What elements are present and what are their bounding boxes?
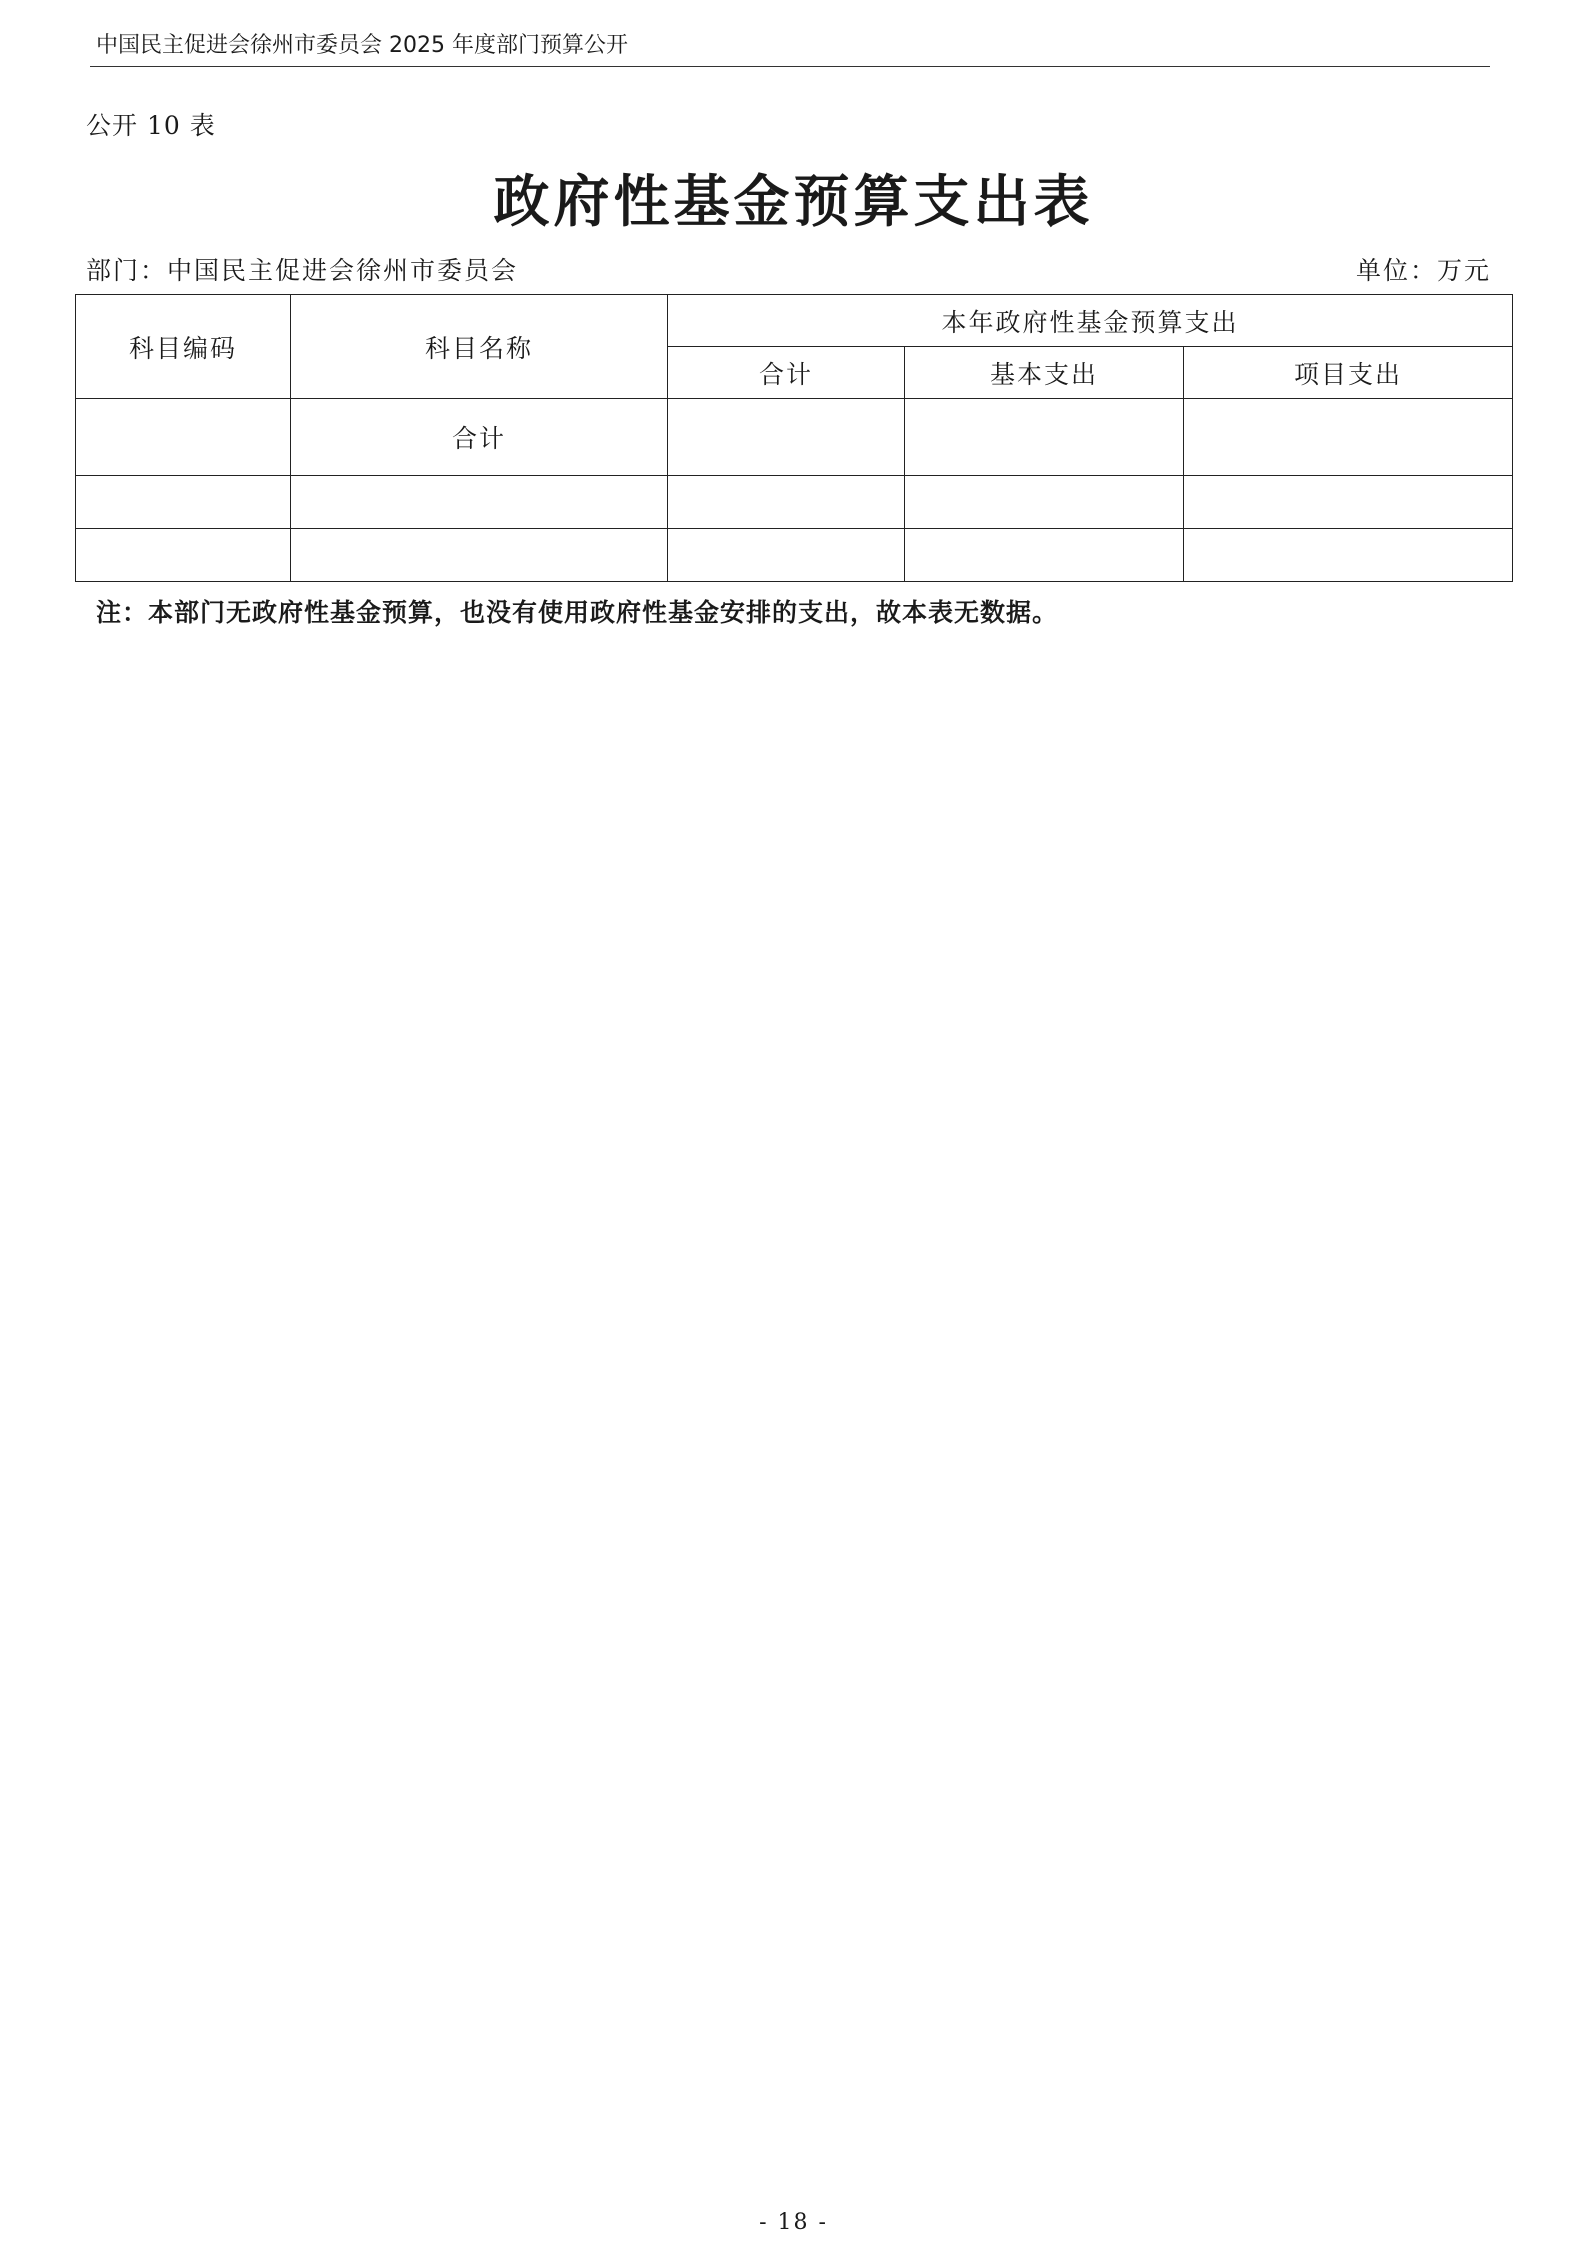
table-note: 注：本部门无政府性基金预算，也没有使用政府性基金安排的支出，故本表无数据。 bbox=[96, 598, 1059, 627]
page-number: - 18 - bbox=[759, 2210, 828, 2235]
cell-project bbox=[1184, 529, 1513, 582]
header-subject-name: 科目名称 bbox=[291, 295, 668, 399]
table-row bbox=[76, 529, 1513, 582]
cell-code bbox=[76, 476, 291, 529]
header-fund-expenditure: 本年政府性基金预算支出 bbox=[668, 295, 1513, 347]
cell-code bbox=[76, 529, 291, 582]
header-total: 合计 bbox=[668, 347, 905, 399]
cell-code bbox=[76, 399, 291, 476]
table-row bbox=[76, 399, 1513, 476]
cell-name bbox=[291, 529, 668, 582]
page-title: 政府性基金预算支出表 bbox=[493, 169, 1094, 235]
budget-table bbox=[75, 294, 1513, 582]
running-header: 中国民主促进会徐州市委员会 2025 年度部门预算公开 bbox=[96, 33, 628, 58]
cell-basic bbox=[905, 399, 1184, 476]
cell-name bbox=[291, 476, 668, 529]
cell-basic bbox=[905, 476, 1184, 529]
cell-project bbox=[1184, 399, 1513, 476]
department-label: 部门：中国民主促进会徐州市委员会 bbox=[86, 256, 519, 285]
cell-basic bbox=[905, 529, 1184, 582]
cell-total bbox=[668, 399, 905, 476]
header-subject-code: 科目编码 bbox=[76, 295, 291, 399]
table-number: 公开 10 表 bbox=[86, 111, 216, 140]
cell-total bbox=[668, 476, 905, 529]
header-project-expenditure: 项目支出 bbox=[1184, 347, 1513, 399]
cell-name: 合计 bbox=[291, 399, 668, 476]
cell-project bbox=[1184, 476, 1513, 529]
table-row bbox=[76, 476, 1513, 529]
header-rule bbox=[90, 66, 1490, 67]
cell-total bbox=[668, 529, 905, 582]
table-header-row bbox=[76, 295, 1513, 347]
unit-label: 单位：万元 bbox=[1355, 256, 1491, 285]
header-basic-expenditure: 基本支出 bbox=[905, 347, 1184, 399]
